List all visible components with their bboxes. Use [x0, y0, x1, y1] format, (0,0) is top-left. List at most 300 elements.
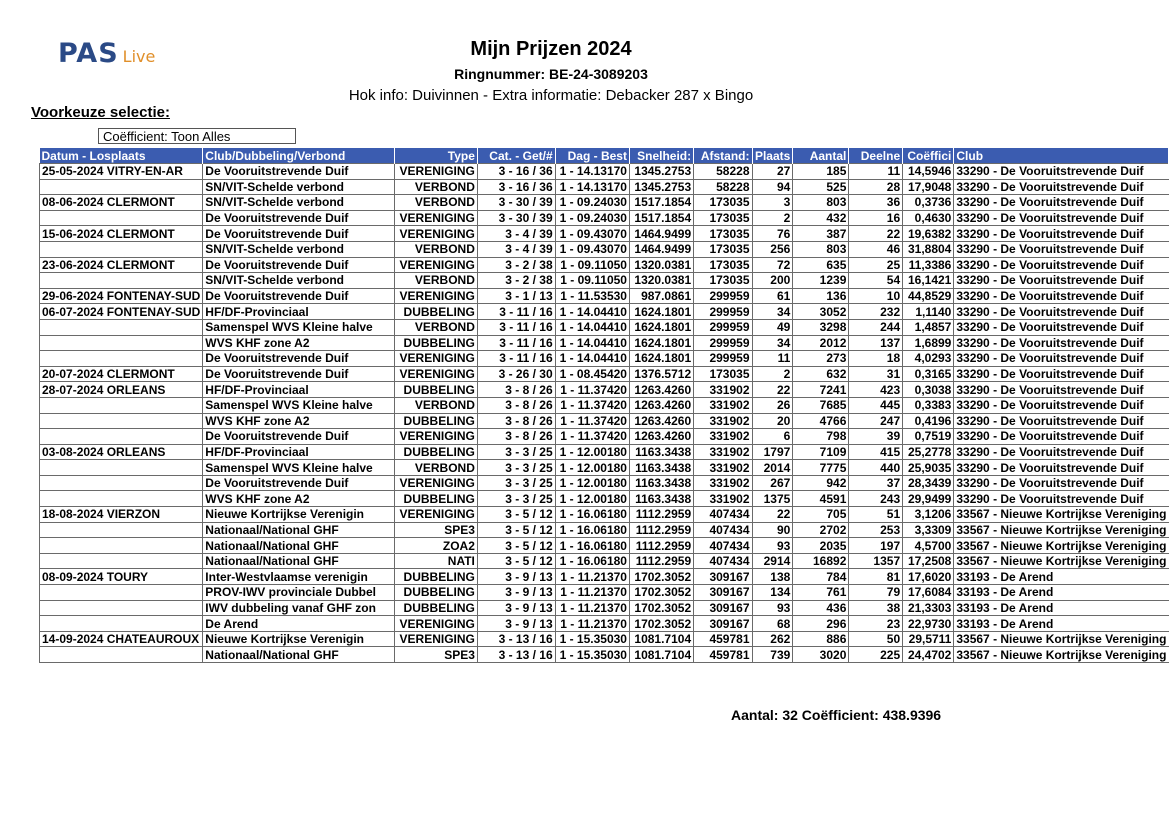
cell-club-name: 33290 - De Vooruitstrevende Duif	[954, 273, 1169, 289]
cell-club-name: 33290 - De Vooruitstrevende Duif	[954, 288, 1169, 304]
cell-participants: 51	[849, 507, 903, 523]
cell-category: 3 - 11 / 16	[477, 335, 555, 351]
cell-date-location	[40, 210, 203, 226]
cell-club-name: 33567 - Nieuwe Kortrijkse Vereniging	[954, 538, 1169, 554]
cell-coefficient: 1,4857	[903, 319, 954, 335]
cell-club-name: 33290 - De Vooruitstrevende Duif	[954, 397, 1169, 413]
table-row	[40, 647, 1169, 663]
cell-distance: 299959	[694, 319, 752, 335]
cell-club-name: 33290 - De Vooruitstrevende Duif	[954, 195, 1169, 211]
cell-club: De Vooruitstrevende Duif	[203, 429, 395, 445]
cell-category: 3 - 8 / 26	[477, 413, 555, 429]
cell-distance: 299959	[694, 304, 752, 320]
cell-speed: 1624.1801	[629, 351, 693, 367]
cell-count: 7775	[793, 460, 849, 476]
cell-category: 3 - 4 / 39	[477, 241, 555, 257]
cell-day-best: 1 - 14.04410	[555, 351, 629, 367]
cell-category: 3 - 11 / 16	[477, 319, 555, 335]
cell-participants: 415	[849, 444, 903, 460]
cell-type: VERENIGING	[394, 210, 477, 226]
cell-date-location	[40, 429, 203, 445]
cell-date-location	[40, 460, 203, 476]
cell-coefficient: 21,3303	[903, 600, 954, 616]
cell-participants: 16	[849, 210, 903, 226]
cell-participants: 81	[849, 569, 903, 585]
cell-club-name: 33290 - De Vooruitstrevende Duif	[954, 351, 1169, 367]
cell-club-name: 33290 - De Vooruitstrevende Duif	[954, 210, 1169, 226]
logo-sub: Live	[122, 47, 156, 66]
cell-speed: 1345.2753	[629, 164, 693, 180]
cell-day-best: 1 - 11.21370	[555, 585, 629, 601]
column-header-speed: Snelheid:	[629, 148, 693, 164]
cell-date-location	[40, 397, 203, 413]
cell-speed: 1624.1801	[629, 304, 693, 320]
table-row	[40, 616, 1169, 632]
cell-day-best: 1 - 15.35030	[555, 631, 629, 647]
cell-place: 11	[752, 351, 793, 367]
cell-category: 3 - 16 / 36	[477, 164, 555, 180]
cell-club-name: 33193 - De Arend	[954, 585, 1169, 601]
cell-club: Nationaal/National GHF	[203, 553, 395, 569]
cell-club-name: 33290 - De Vooruitstrevende Duif	[954, 335, 1169, 351]
cell-coefficient: 4,0293	[903, 351, 954, 367]
cell-club: De Vooruitstrevende Duif	[203, 475, 395, 491]
cell-place: 26	[752, 397, 793, 413]
cell-date-location: 08-06-2024 CLERMONT	[40, 195, 203, 211]
cell-club: IWV dubbeling vanaf GHF zon	[203, 600, 395, 616]
cell-participants: 10	[849, 288, 903, 304]
cell-speed: 987.0861	[629, 288, 693, 304]
cell-participants: 225	[849, 647, 903, 663]
cell-date-location	[40, 585, 203, 601]
cell-type: VERENIGING	[394, 288, 477, 304]
cell-speed: 1624.1801	[629, 319, 693, 335]
cell-club-name: 33567 - Nieuwe Kortrijkse Vereniging	[954, 522, 1169, 538]
cell-type: VERENIGING	[394, 257, 477, 273]
cell-day-best: 1 - 14.04410	[555, 304, 629, 320]
logo-main: PAS	[58, 38, 119, 69]
cell-category: 3 - 9 / 13	[477, 585, 555, 601]
cell-coefficient: 0,3383	[903, 397, 954, 413]
cell-category: 3 - 3 / 25	[477, 460, 555, 476]
cell-count: 432	[793, 210, 849, 226]
cell-category: 3 - 3 / 25	[477, 491, 555, 507]
cell-distance: 309167	[694, 585, 752, 601]
cell-date-location: 29-06-2024 FONTENAY-SUD	[40, 288, 203, 304]
cell-club: SN/VIT-Schelde verbond	[203, 195, 395, 211]
cell-coefficient: 17,2508	[903, 553, 954, 569]
cell-participants: 247	[849, 413, 903, 429]
cell-day-best: 1 - 09.11050	[555, 257, 629, 273]
cell-distance: 407434	[694, 507, 752, 523]
cell-club-name: 33290 - De Vooruitstrevende Duif	[954, 304, 1169, 320]
cell-place: 262	[752, 631, 793, 647]
cell-participants: 1357	[849, 553, 903, 569]
table-row	[40, 538, 1169, 554]
cell-date-location	[40, 241, 203, 257]
table-row	[40, 507, 1169, 523]
cell-club-name: 33290 - De Vooruitstrevende Duif	[954, 382, 1169, 398]
cell-type: VERENIGING	[394, 366, 477, 382]
cell-distance: 173035	[694, 257, 752, 273]
table-row	[40, 631, 1169, 647]
cell-coefficient: 0,3165	[903, 366, 954, 382]
cell-place: 20	[752, 413, 793, 429]
cell-place: 138	[752, 569, 793, 585]
table-row	[40, 335, 1169, 351]
coefficient-select[interactable]: Coëfficient: Toon Alles	[98, 128, 296, 144]
cell-club: SN/VIT-Schelde verbond	[203, 273, 395, 289]
cell-place: 2914	[752, 553, 793, 569]
table-row	[40, 475, 1169, 491]
cell-category: 3 - 9 / 13	[477, 616, 555, 632]
cell-day-best: 1 - 09.43070	[555, 241, 629, 257]
table-header-row	[40, 148, 1169, 164]
cell-club-name: 33567 - Nieuwe Kortrijkse Vereniging	[954, 631, 1169, 647]
cell-distance: 407434	[694, 522, 752, 538]
cell-day-best: 1 - 11.21370	[555, 616, 629, 632]
cell-place: 93	[752, 538, 793, 554]
cell-participants: 39	[849, 429, 903, 445]
cell-day-best: 1 - 14.04410	[555, 335, 629, 351]
cell-count: 296	[793, 616, 849, 632]
cell-day-best: 1 - 12.00180	[555, 475, 629, 491]
cell-date-location: 20-07-2024 CLERMONT	[40, 366, 203, 382]
cell-distance: 331902	[694, 382, 752, 398]
cell-category: 3 - 9 / 13	[477, 600, 555, 616]
cell-club: HF/DF-Provinciaal	[203, 382, 395, 398]
cell-club: SN/VIT-Schelde verbond	[203, 241, 395, 257]
cell-category: 3 - 5 / 12	[477, 553, 555, 569]
cell-club-name: 33290 - De Vooruitstrevende Duif	[954, 429, 1169, 445]
table-row	[40, 257, 1169, 273]
cell-participants: 137	[849, 335, 903, 351]
table-row	[40, 522, 1169, 538]
cell-club-name: 33290 - De Vooruitstrevende Duif	[954, 226, 1169, 242]
cell-club-name: 33290 - De Vooruitstrevende Duif	[954, 475, 1169, 491]
table-row	[40, 460, 1169, 476]
cell-speed: 1263.4260	[629, 413, 693, 429]
cell-participants: 50	[849, 631, 903, 647]
cell-day-best: 1 - 11.37420	[555, 413, 629, 429]
cell-type: VERENIGING	[394, 351, 477, 367]
cell-coefficient: 0,4196	[903, 413, 954, 429]
cell-date-location	[40, 491, 203, 507]
cell-distance: 459781	[694, 647, 752, 663]
cell-coefficient: 0,3038	[903, 382, 954, 398]
cell-date-location: 18-08-2024 VIERZON	[40, 507, 203, 523]
cell-club-name: 33290 - De Vooruitstrevende Duif	[954, 257, 1169, 273]
cell-count: 2012	[793, 335, 849, 351]
cell-distance: 407434	[694, 553, 752, 569]
cell-speed: 1376.5712	[629, 366, 693, 382]
cell-day-best: 1 - 14.04410	[555, 319, 629, 335]
cell-type: VERBOND	[394, 241, 477, 257]
cell-count: 3298	[793, 319, 849, 335]
cell-distance: 331902	[694, 397, 752, 413]
cell-club: PROV-IWV provinciale Dubbel	[203, 585, 395, 601]
cell-place: 739	[752, 647, 793, 663]
cell-club: SN/VIT-Schelde verbond	[203, 179, 395, 195]
table-row	[40, 210, 1169, 226]
cell-participants: 232	[849, 304, 903, 320]
table-row	[40, 273, 1169, 289]
cell-club: WVS KHF zone A2	[203, 335, 395, 351]
cell-type: VERENIGING	[394, 226, 477, 242]
cell-coefficient: 0,4630	[903, 210, 954, 226]
cell-distance: 299959	[694, 351, 752, 367]
cell-category: 3 - 30 / 39	[477, 195, 555, 211]
cell-day-best: 1 - 14.13170	[555, 179, 629, 195]
cell-coefficient: 22,9730	[903, 616, 954, 632]
cell-speed: 1263.4260	[629, 382, 693, 398]
cell-speed: 1163.3438	[629, 475, 693, 491]
cell-type: SPE3	[394, 522, 477, 538]
cell-coefficient: 14,5946	[903, 164, 954, 180]
cell-coefficient: 3,1206	[903, 507, 954, 523]
cell-distance: 459781	[694, 631, 752, 647]
cell-type: VERENIGING	[394, 429, 477, 445]
prizes-table	[39, 148, 1169, 663]
cell-type: VERBOND	[394, 319, 477, 335]
cell-participants: 423	[849, 382, 903, 398]
cell-speed: 1081.7104	[629, 631, 693, 647]
cell-speed: 1263.4260	[629, 397, 693, 413]
cell-type: ZOA2	[394, 538, 477, 554]
cell-place: 256	[752, 241, 793, 257]
cell-coefficient: 29,9499	[903, 491, 954, 507]
cell-category: 3 - 8 / 26	[477, 382, 555, 398]
cell-count: 525	[793, 179, 849, 195]
cell-club: De Vooruitstrevende Duif	[203, 288, 395, 304]
cell-speed: 1624.1801	[629, 335, 693, 351]
cell-category: 3 - 16 / 36	[477, 179, 555, 195]
cell-day-best: 1 - 12.00180	[555, 491, 629, 507]
cell-participants: 22	[849, 226, 903, 242]
cell-place: 200	[752, 273, 793, 289]
cell-day-best: 1 - 11.53530	[555, 288, 629, 304]
cell-club-name: 33290 - De Vooruitstrevende Duif	[954, 179, 1169, 195]
cell-speed: 1163.3438	[629, 491, 693, 507]
cell-count: 3052	[793, 304, 849, 320]
cell-day-best: 1 - 09.24030	[555, 195, 629, 211]
cell-date-location: 23-06-2024 CLERMONT	[40, 257, 203, 273]
table-row	[40, 413, 1169, 429]
cell-club: De Vooruitstrevende Duif	[203, 164, 395, 180]
table-row	[40, 164, 1169, 180]
cell-distance: 173035	[694, 241, 752, 257]
table-row	[40, 179, 1169, 195]
cell-speed: 1464.9499	[629, 241, 693, 257]
cell-day-best: 1 - 16.06180	[555, 553, 629, 569]
cell-club-name: 33290 - De Vooruitstrevende Duif	[954, 460, 1169, 476]
cell-count: 886	[793, 631, 849, 647]
cell-date-location: 06-07-2024 FONTENAY-SUD	[40, 304, 203, 320]
cell-distance: 407434	[694, 538, 752, 554]
cell-speed: 1320.0381	[629, 273, 693, 289]
cell-distance: 299959	[694, 335, 752, 351]
cell-distance: 173035	[694, 195, 752, 211]
column-header-type: Type	[394, 148, 477, 164]
cell-speed: 1163.3438	[629, 444, 693, 460]
cell-date-location: 08-09-2024 TOURY	[40, 569, 203, 585]
cell-count: 635	[793, 257, 849, 273]
cell-count: 1239	[793, 273, 849, 289]
cell-club-name: 33193 - De Arend	[954, 569, 1169, 585]
cell-count: 7685	[793, 397, 849, 413]
cell-speed: 1320.0381	[629, 257, 693, 273]
ring-number: Ringnummer: BE-24-3089203	[454, 66, 648, 82]
cell-coefficient: 28,3439	[903, 475, 954, 491]
cell-speed: 1464.9499	[629, 226, 693, 242]
cell-date-location	[40, 351, 203, 367]
cell-date-location	[40, 522, 203, 538]
cell-coefficient: 31,8804	[903, 241, 954, 257]
page-title: Mijn Prijzen 2024	[470, 38, 632, 60]
cell-coefficient: 19,6382	[903, 226, 954, 242]
cell-club-name: 33290 - De Vooruitstrevende Duif	[954, 366, 1169, 382]
cell-club: Nationaal/National GHF	[203, 522, 395, 538]
column-header-place: Plaats	[752, 148, 793, 164]
cell-participants: 244	[849, 319, 903, 335]
cell-participants: 31	[849, 366, 903, 382]
cell-speed: 1112.2959	[629, 553, 693, 569]
table-row	[40, 569, 1169, 585]
cell-date-location: 14-09-2024 CHATEAUROUX	[40, 631, 203, 647]
cell-participants: 54	[849, 273, 903, 289]
cell-count: 436	[793, 600, 849, 616]
cell-category: 3 - 8 / 26	[477, 429, 555, 445]
cell-club: Nieuwe Kortrijkse Verenigin	[203, 631, 395, 647]
cell-category: 3 - 13 / 16	[477, 647, 555, 663]
cell-place: 22	[752, 507, 793, 523]
cell-type: DUBBELING	[394, 585, 477, 601]
table-row	[40, 382, 1169, 398]
cell-coefficient: 3,3309	[903, 522, 954, 538]
cell-type: DUBBELING	[394, 569, 477, 585]
cell-category: 3 - 8 / 26	[477, 397, 555, 413]
cell-place: 2	[752, 366, 793, 382]
cell-participants: 79	[849, 585, 903, 601]
cell-category: 3 - 5 / 12	[477, 538, 555, 554]
cell-count: 942	[793, 475, 849, 491]
cell-speed: 1517.1854	[629, 195, 693, 211]
table-row	[40, 319, 1169, 335]
cell-date-location	[40, 413, 203, 429]
cell-club: HF/DF-Provinciaal	[203, 444, 395, 460]
cell-category: 3 - 1 / 13	[477, 288, 555, 304]
cell-date-location	[40, 553, 203, 569]
cell-club: De Vooruitstrevende Duif	[203, 226, 395, 242]
cell-day-best: 1 - 12.00180	[555, 460, 629, 476]
cell-type: VERBOND	[394, 460, 477, 476]
cell-count: 798	[793, 429, 849, 445]
cell-participants: 46	[849, 241, 903, 257]
cell-club: De Vooruitstrevende Duif	[203, 257, 395, 273]
cell-club: Nieuwe Kortrijkse Verenigin	[203, 507, 395, 523]
cell-speed: 1112.2959	[629, 522, 693, 538]
cell-count: 2702	[793, 522, 849, 538]
cell-participants: 25	[849, 257, 903, 273]
cell-type: VERENIGING	[394, 616, 477, 632]
cell-participants: 253	[849, 522, 903, 538]
cell-day-best: 1 - 12.00180	[555, 444, 629, 460]
cell-speed: 1263.4260	[629, 429, 693, 445]
table-row	[40, 351, 1169, 367]
column-header-category: Cat. - Get/#	[477, 148, 555, 164]
column-header-date-location: Datum - Losplaats	[40, 148, 203, 164]
cell-place: 68	[752, 616, 793, 632]
cell-distance: 58228	[694, 164, 752, 180]
cell-participants: 445	[849, 397, 903, 413]
cell-speed: 1081.7104	[629, 647, 693, 663]
cell-distance: 331902	[694, 413, 752, 429]
cell-day-best: 1 - 16.06180	[555, 522, 629, 538]
cell-place: 6	[752, 429, 793, 445]
cell-date-location	[40, 475, 203, 491]
cell-type: DUBBELING	[394, 335, 477, 351]
cell-count: 4766	[793, 413, 849, 429]
cell-place: 93	[752, 600, 793, 616]
cell-speed: 1517.1854	[629, 210, 693, 226]
cell-category: 3 - 2 / 38	[477, 257, 555, 273]
cell-day-best: 1 - 11.37420	[555, 382, 629, 398]
cell-coefficient: 17,6020	[903, 569, 954, 585]
cell-place: 27	[752, 164, 793, 180]
cell-club: Samenspel WVS Kleine halve	[203, 319, 395, 335]
cell-count: 273	[793, 351, 849, 367]
cell-count: 705	[793, 507, 849, 523]
cell-date-location	[40, 179, 203, 195]
cell-distance: 331902	[694, 429, 752, 445]
table-row	[40, 397, 1169, 413]
cell-speed: 1702.3052	[629, 616, 693, 632]
cell-count: 784	[793, 569, 849, 585]
table-row	[40, 195, 1169, 211]
cell-distance: 309167	[694, 616, 752, 632]
cell-date-location: 28-07-2024 ORLEANS	[40, 382, 203, 398]
cell-participants: 37	[849, 475, 903, 491]
table-row	[40, 226, 1169, 242]
cell-coefficient: 17,9048	[903, 179, 954, 195]
cell-day-best: 1 - 11.21370	[555, 569, 629, 585]
cell-club-name: 33290 - De Vooruitstrevende Duif	[954, 413, 1169, 429]
table-row	[40, 553, 1169, 569]
cell-distance: 299959	[694, 288, 752, 304]
cell-coefficient: 29,5711	[903, 631, 954, 647]
preselection-label: Voorkeuze selectie:	[31, 104, 170, 121]
cell-type: DUBBELING	[394, 600, 477, 616]
table-row	[40, 429, 1169, 445]
cell-coefficient: 0,7519	[903, 429, 954, 445]
cell-category: 3 - 26 / 30	[477, 366, 555, 382]
cell-count: 803	[793, 195, 849, 211]
cell-participants: 440	[849, 460, 903, 476]
cell-distance: 173035	[694, 210, 752, 226]
cell-distance: 331902	[694, 491, 752, 507]
table-row	[40, 304, 1169, 320]
cell-category: 3 - 11 / 16	[477, 304, 555, 320]
cell-distance: 173035	[694, 366, 752, 382]
cell-place: 61	[752, 288, 793, 304]
column-header-distance: Afstand:	[694, 148, 752, 164]
cell-place: 34	[752, 304, 793, 320]
cell-category: 3 - 13 / 16	[477, 631, 555, 647]
table-row	[40, 288, 1169, 304]
cell-club-name: 33290 - De Vooruitstrevende Duif	[954, 164, 1169, 180]
cell-speed: 1163.3438	[629, 460, 693, 476]
table-row	[40, 491, 1169, 507]
